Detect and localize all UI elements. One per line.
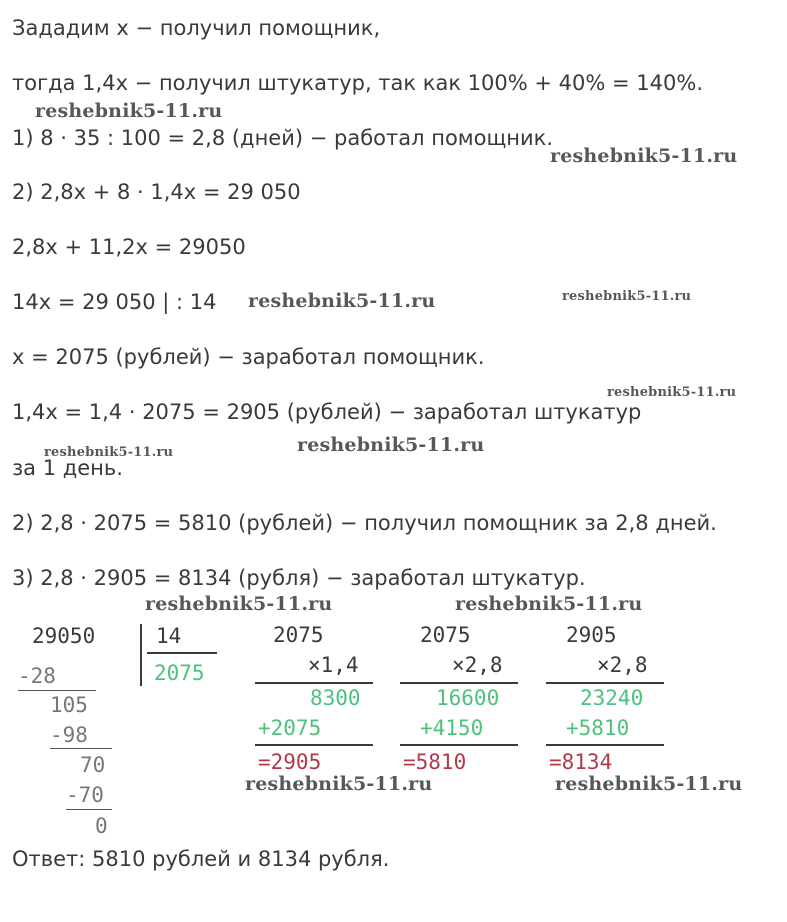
watermark: reshebnik5-11.ru	[297, 434, 485, 456]
watermark: reshebnik5-11.ru	[550, 145, 738, 167]
watermark: reshebnik5-11.ru	[555, 773, 743, 795]
solution-line-3: 1) 8 · 35 : 100 = 2,8 (дней) − работал помощник.	[12, 126, 553, 150]
watermark: reshebnik5-11.ru	[245, 773, 433, 795]
solution-line-9: за 1 день.	[12, 456, 123, 480]
mult-3-line-top	[546, 682, 664, 684]
division-step-2: -98	[50, 723, 88, 747]
division-remainder-2: 70	[80, 753, 106, 777]
division-divisor: 14	[156, 624, 182, 648]
answer-line: Ответ: 5810 рублей и 8134 рубля.	[12, 847, 390, 871]
division-step-1: -28	[18, 664, 56, 688]
mult-2-factor-a: 2075	[420, 623, 471, 647]
division-bar	[140, 624, 142, 686]
solution-line-4: 2) 2,8x + 8 · 1,4x = 29 050	[12, 180, 301, 204]
mult-2-line-bottom	[400, 744, 518, 746]
solution-line-8: 1,4x = 1,4 · 2075 = 2905 (рублей) − заработал штукатур	[12, 400, 642, 424]
mult-3-factor-a: 2905	[566, 623, 617, 647]
mult-2-partial-1: 16600	[436, 686, 500, 710]
mult-2-factor-b: ×2,8	[452, 653, 503, 677]
division-line-2	[50, 748, 112, 749]
division-line-3	[66, 809, 112, 810]
mult-1-factor-a: 2075	[273, 623, 324, 647]
mult-3-partial-1: 23240	[580, 686, 644, 710]
watermark: reshebnik5-11.ru	[44, 445, 174, 460]
solution-line-7: x = 2075 (рублей) − заработал помощник.	[12, 345, 485, 369]
mult-1-factor-b: ×1,4	[308, 653, 359, 677]
solution-line-6: 14x = 29 050 | : 14	[12, 290, 217, 314]
mult-3-result: =8134	[549, 750, 613, 774]
solution-line-2: тогда 1,4x − получил штукатур, так как 100% + 40% = 140%.	[12, 71, 703, 95]
watermark: reshebnik5-11.ru	[455, 593, 643, 615]
solution-line-5: 2,8x + 11,2x = 29050	[12, 235, 246, 259]
solution-line-1: Зададим x − получил помощник,	[12, 16, 381, 40]
mult-2-partial-2: +4150	[420, 716, 484, 740]
mult-2-result: =5810	[403, 750, 467, 774]
watermark: reshebnik5-11.ru	[35, 100, 223, 122]
mult-1-line-bottom	[255, 744, 373, 746]
watermark: reshebnik5-11.ru	[145, 593, 333, 615]
solution-line-11: 3) 2,8 · 2905 = 8134 (рубля) − заработал штукатур.	[12, 566, 586, 590]
solution-line-10: 2) 2,8 · 2075 = 5810 (рублей) − получил помощник за 2,8 дней.	[12, 511, 717, 535]
mult-1-partial-1: 8300	[310, 686, 361, 710]
mult-1-line-top	[255, 682, 373, 684]
mult-2-line-top	[400, 682, 518, 684]
watermark: reshebnik5-11.ru	[248, 290, 436, 312]
mult-3-partial-2: +5810	[566, 716, 630, 740]
watermark: reshebnik5-11.ru	[607, 385, 737, 400]
division-dividend: 29050	[32, 624, 96, 648]
mult-1-result: =2905	[258, 750, 322, 774]
watermark: reshebnik5-11.ru	[562, 289, 692, 304]
mult-3-line-bottom	[546, 744, 664, 746]
mult-1-partial-2: +2075	[258, 716, 322, 740]
division-remainder-3: 0	[95, 814, 108, 838]
division-remainder-1: 105	[50, 693, 88, 717]
division-step-3: -70	[66, 783, 104, 807]
mult-3-factor-b: ×2,8	[597, 653, 648, 677]
division-divisor-line	[147, 652, 217, 654]
division-quotient: 2075	[154, 661, 205, 685]
division-line-1	[18, 690, 96, 691]
